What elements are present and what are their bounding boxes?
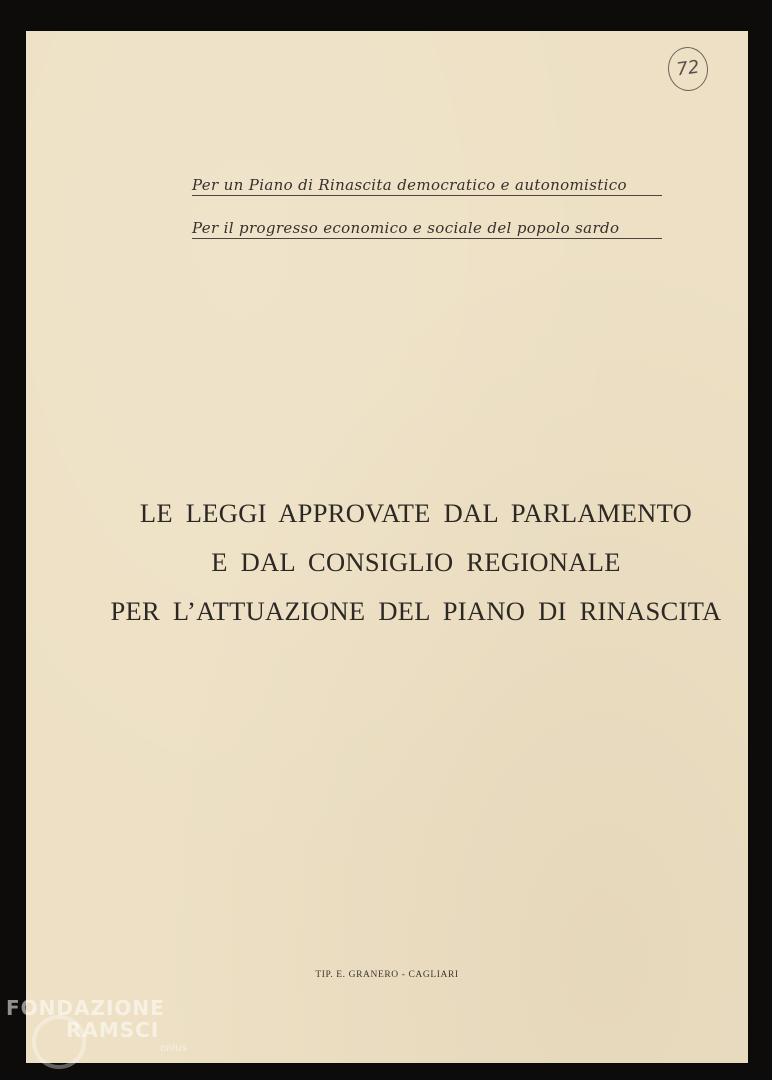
- title-line-1: LE LEGGI APPROVATE DAL PARLAMENTO: [139, 498, 693, 528]
- watermark-line-2: RAMSCI: [66, 1018, 160, 1042]
- title-line-2: E DAL CONSIGLIO REGIONALE: [211, 547, 621, 577]
- title-line-3: PER L’ATTUAZIONE DEL PIANO DI RINASCITA: [110, 596, 722, 626]
- slogan-line-1: Per un Piano di Rinascita democratico e autonomistico: [192, 176, 662, 196]
- printer-imprint: TIP. E. GRANERO - CAGLIARI: [315, 970, 459, 980]
- document-page: [26, 31, 748, 1063]
- watermark-line-3: onlus: [160, 1043, 187, 1054]
- slogan-line-2: Per il progresso economico e sociale del popolo sardo: [192, 219, 662, 239]
- fondazione-gramsci-watermark-logo: [2, 993, 202, 1073]
- watermark-line-1: FONDAZIONE: [6, 996, 165, 1020]
- document-title: [86, 489, 746, 636]
- handwritten-page-number: 72: [665, 44, 711, 93]
